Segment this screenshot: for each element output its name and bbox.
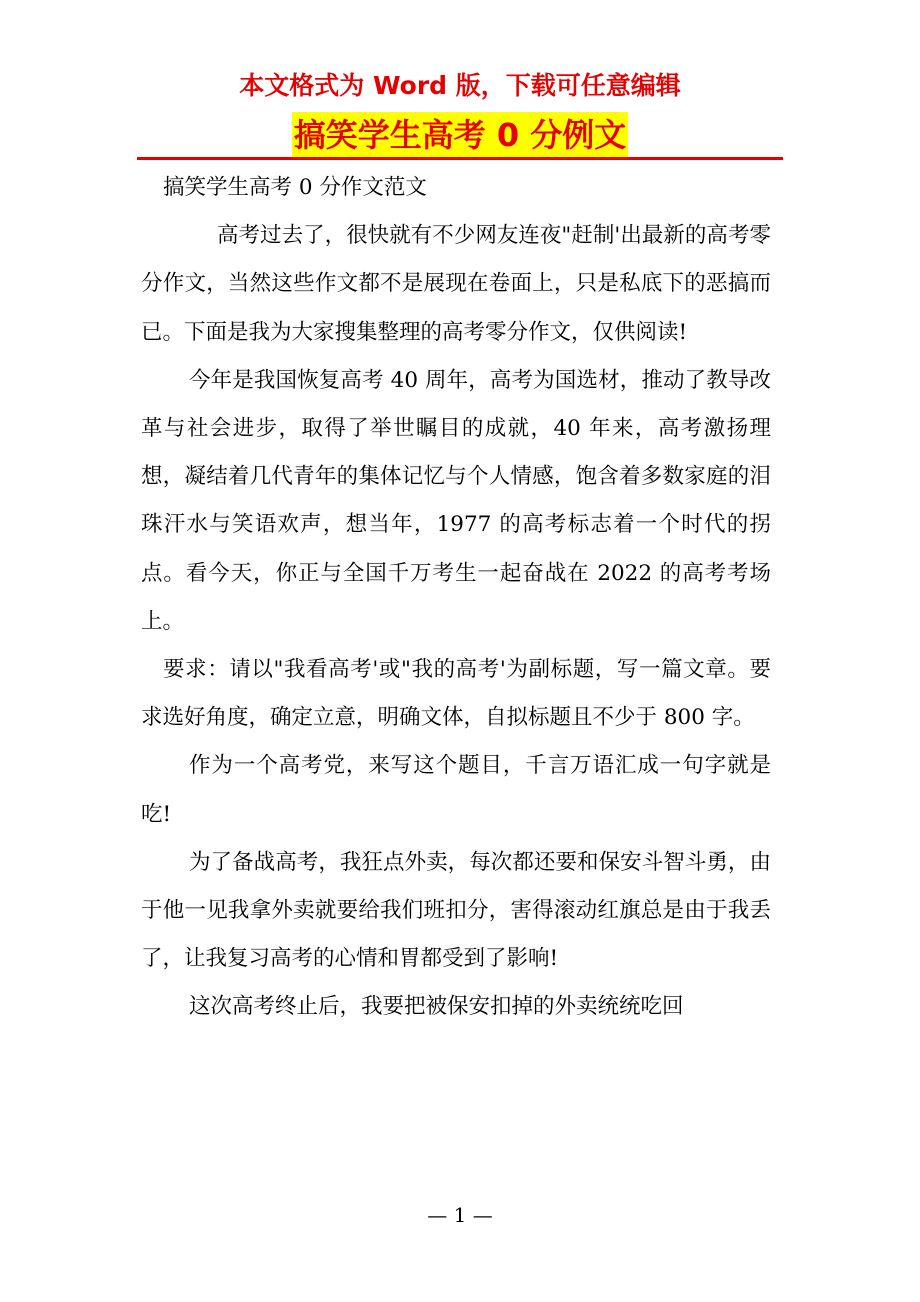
subtitle: 搞笑学生高考 0 分作文范文 bbox=[163, 175, 427, 200]
paragraph-background: 今年是我国恢复高考 40 周年，高考为国选材，推动了教导改革与社会进步，取得了举世瞩目的成就，40 年来，高考激扬理想，凝结着几代青年的集体记忆与个人情感，饱含着多数家庭的泪珠汗水与笑语欢声，想当年，1977 的高考标志着一个时代的拐点。看今天，你正与全国千万考生一起奋战在 2022 的高考考场上。 bbox=[141, 367, 771, 634]
paragraph-essay-3: 这次高考终止后，我要把被保安扣掉的外卖统统吃回 bbox=[189, 994, 684, 1020]
title-container bbox=[0, 112, 920, 158]
document-title: 搞笑学生高考 0 分例文 bbox=[292, 112, 629, 158]
document-body bbox=[141, 164, 771, 1032]
paragraph-intro: 高考过去了，很快就有不少网友连夜"赶制'出最新的高考零分作文，当然这些作文都不是展现在卷面上，只是私底下的恶搞而已。下面是我为大家搜集整理的高考零分作文，仅供阅读! bbox=[141, 223, 771, 345]
title-divider bbox=[137, 157, 783, 160]
paragraph-essay-2: 为了备战高考，我狂点外卖，每次都还要和保安斗智斗勇，由于他一见我拿外卖就要给我们班扣分，害得滚动红旗总是由于我丢了，让我复习高考的心情和胃都受到了影响! bbox=[141, 849, 771, 972]
paragraph-requirement: 要求：请以"我看高考'或"我的高考'为副标题，写一篇文章。要求选好角度，确定立意，明确文体，自拟标题且不少于 800 字。 bbox=[141, 657, 771, 731]
paragraph-essay-1: 作为一个高考党，来写这个题目，千言万语汇成一句字就是吃! bbox=[141, 753, 771, 827]
format-notice: 本文格式为 Word 版，下载可任意编辑 bbox=[239, 71, 681, 100]
page-number: — 1 — bbox=[427, 1203, 493, 1227]
